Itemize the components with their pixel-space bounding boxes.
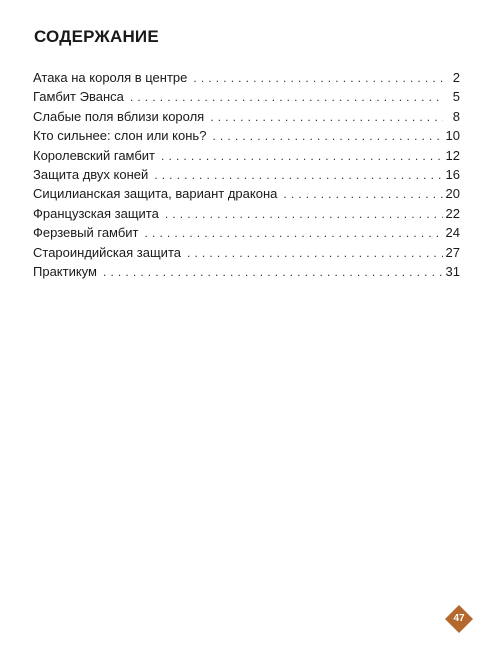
toc-entry-title: Защита двух коней bbox=[33, 166, 149, 182]
toc-entry[interactable] bbox=[33, 87, 460, 106]
toc-entry-page: 22 bbox=[445, 205, 460, 221]
toc-entry-page: 27 bbox=[445, 244, 460, 260]
toc-entry-page: 2 bbox=[452, 70, 460, 85]
toc-entry-page: 31 bbox=[445, 263, 460, 279]
dot-leader bbox=[212, 127, 442, 146]
dot-leader bbox=[193, 69, 443, 88]
toc-entry[interactable] bbox=[33, 146, 460, 165]
toc-entry[interactable] bbox=[33, 107, 460, 126]
table-of-contents bbox=[33, 68, 460, 281]
toc-entry[interactable] bbox=[33, 68, 460, 87]
toc-entry[interactable] bbox=[33, 184, 460, 203]
page-number-badge bbox=[444, 604, 474, 634]
toc-entry-page: 16 bbox=[445, 166, 460, 182]
dot-leader bbox=[210, 108, 443, 127]
toc-entry-title: Королевский гамбит bbox=[33, 147, 156, 163]
toc-entry-title: Кто сильнее: слон или конь? bbox=[33, 128, 207, 144]
toc-entry-title: Французская защита bbox=[33, 205, 159, 221]
toc-entry-title: Практикум bbox=[33, 263, 97, 279]
dot-leader bbox=[283, 185, 442, 204]
toc-entry[interactable] bbox=[33, 243, 460, 262]
dot-leader bbox=[103, 263, 443, 282]
dot-leader bbox=[161, 147, 443, 166]
toc-entry[interactable] bbox=[33, 223, 460, 242]
dot-leader bbox=[154, 166, 442, 185]
page-number: 47 bbox=[453, 613, 465, 624]
dot-leader bbox=[130, 88, 443, 107]
toc-entry-title: Сицилианская защита, вариант дракона bbox=[33, 186, 278, 202]
toc-entry-page: 24 bbox=[445, 225, 460, 241]
toc-entry[interactable] bbox=[33, 204, 460, 223]
toc-entry-page: 8 bbox=[452, 108, 460, 124]
toc-entry-page: 5 bbox=[452, 89, 460, 105]
toc-entry-title: Гамбит Эванса bbox=[33, 89, 124, 105]
toc-entry-page: 10 bbox=[445, 128, 460, 144]
toc-entry-title: Староиндийская защита bbox=[33, 244, 181, 260]
toc-entry-title: Слабые поля вблизи короля bbox=[33, 108, 205, 124]
toc-entry-title: Атака на короля в центре bbox=[33, 70, 188, 85]
toc-entry[interactable] bbox=[33, 262, 460, 281]
toc-entry[interactable] bbox=[33, 126, 460, 145]
toc-entry-title: Ферзевый гамбит bbox=[33, 225, 139, 241]
toc-entry-page: 12 bbox=[445, 147, 460, 163]
page-title: СОДЕРЖАНИЕ bbox=[34, 27, 159, 46]
toc-entry-page: 20 bbox=[445, 186, 460, 202]
toc-entry[interactable] bbox=[33, 165, 460, 184]
dot-leader bbox=[145, 224, 443, 243]
dot-leader bbox=[165, 205, 443, 224]
dot-leader bbox=[187, 244, 443, 263]
